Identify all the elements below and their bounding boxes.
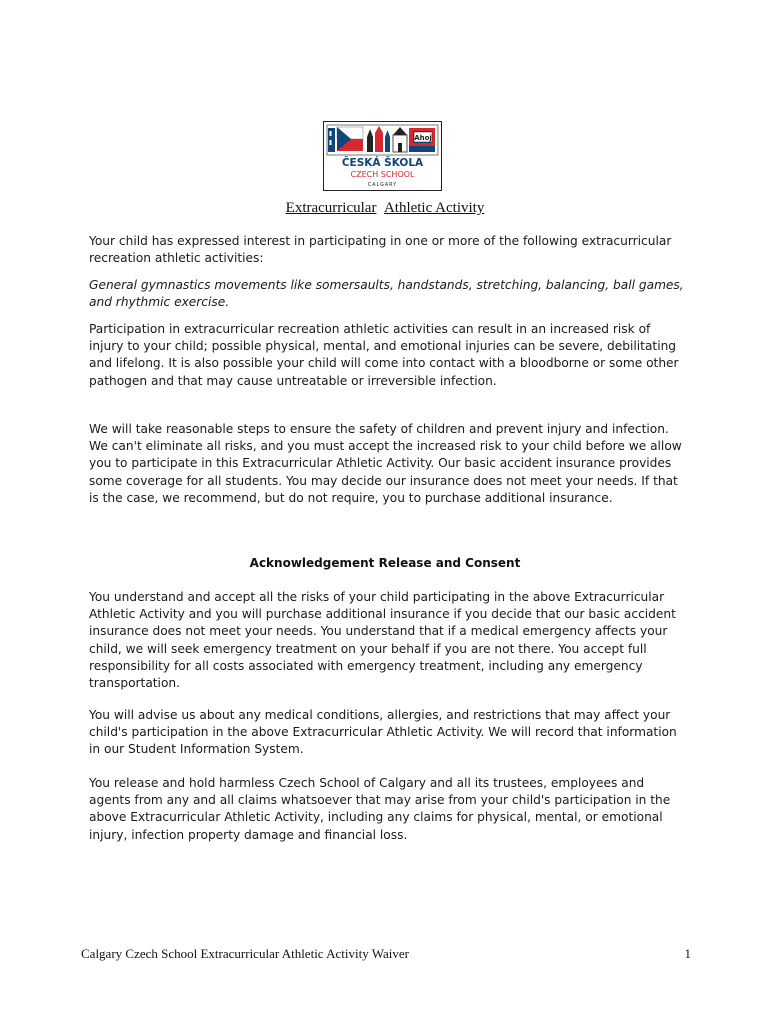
risks-paragraph: [89, 321, 684, 390]
document-title: [0, 200, 770, 217]
safety-paragraph: [89, 421, 684, 507]
title-part-1: Extracurricular: [285, 200, 377, 216]
consent-paragraph-2: [89, 707, 684, 759]
consent-paragraph-3: [89, 775, 684, 844]
logo-czech-name: ČESKÁ ŠKOLA: [341, 157, 424, 169]
page-number: 1: [684, 946, 691, 961]
consent-text-3: You release and hold harmless Czech School of Calgary and all its trustees, employees and agents from any and all claims whatsoever that may arise from your child's participation in the above Extracurricular Athletic Activity, including any claims for physical, mental, or emotional injury, infection property damage and financial loss.: [89, 776, 671, 842]
section-heading: Acknowledgement Release and Consent: [249, 556, 521, 570]
risks-text: Participation in extracurricular recreation athletic activities can result in an increased risk of injury to your child; possible physical, mental, and emotional injuries can be severe, debilitating and lifelong. It is also possible your child will come into contact with a bloodborne or some other pathogen and that may cause untreatable or irreversible infection.: [89, 322, 679, 388]
consent-text-1: You understand and accept all the risks of your child participating in the above Extracurricular Athletic Activity and you will purchase additional insurance if you decide that our basic accident insurance does not meet your needs. You understand that if a medical emergency affects your child, we will seek emergency treatment on your behalf if you are not there. You accept full responsibility for all costs associated with emergency treatment, including any emergency transportation.: [89, 590, 676, 691]
logo-english-name: CZECH SCHOOL: [350, 170, 415, 179]
consent-text-2: You will advise us about any medical conditions, allergies, and restrictions that may affect your child's participation in the above Extracurricular Athletic Activity. We will record that information in our Student Information System.: [89, 708, 677, 757]
footer-text: Calgary Czech School Extracurricular Athletic Activity Waiver: [81, 946, 409, 961]
title-part-2: Athletic Activity: [383, 200, 485, 216]
logo-badge-text: Ahoj: [414, 134, 432, 142]
safety-text: We will take reasonable steps to ensure the safety of children and prevent injury and infection. We can't eliminate all risks, and you must accept the increased risk to your child before we allow you to participate in this Extracurricular Athletic Activity. Our basic accident insurance provides some coverage for all students. You may decide our insurance does not meet your needs. If that is the case, we recommend, but do not require, you to purchase additional insurance.: [89, 422, 682, 505]
school-logo: [323, 121, 442, 191]
consent-paragraph-1: [89, 589, 684, 692]
logo-graphic: [323, 121, 442, 191]
activities-text: General gymnastics movements like somersaults, handstands, stretching, balancing, ball games, and rhythmic exercise.: [89, 278, 684, 310]
page-footer: [81, 946, 691, 962]
activities-paragraph: [89, 277, 684, 311]
intro-text: Your child has expressed interest in participating in one or more of the following extracurricular recreation athletic activities:: [89, 234, 672, 266]
logo-city: CALGARY: [367, 183, 398, 188]
intro-paragraph: [89, 233, 684, 267]
